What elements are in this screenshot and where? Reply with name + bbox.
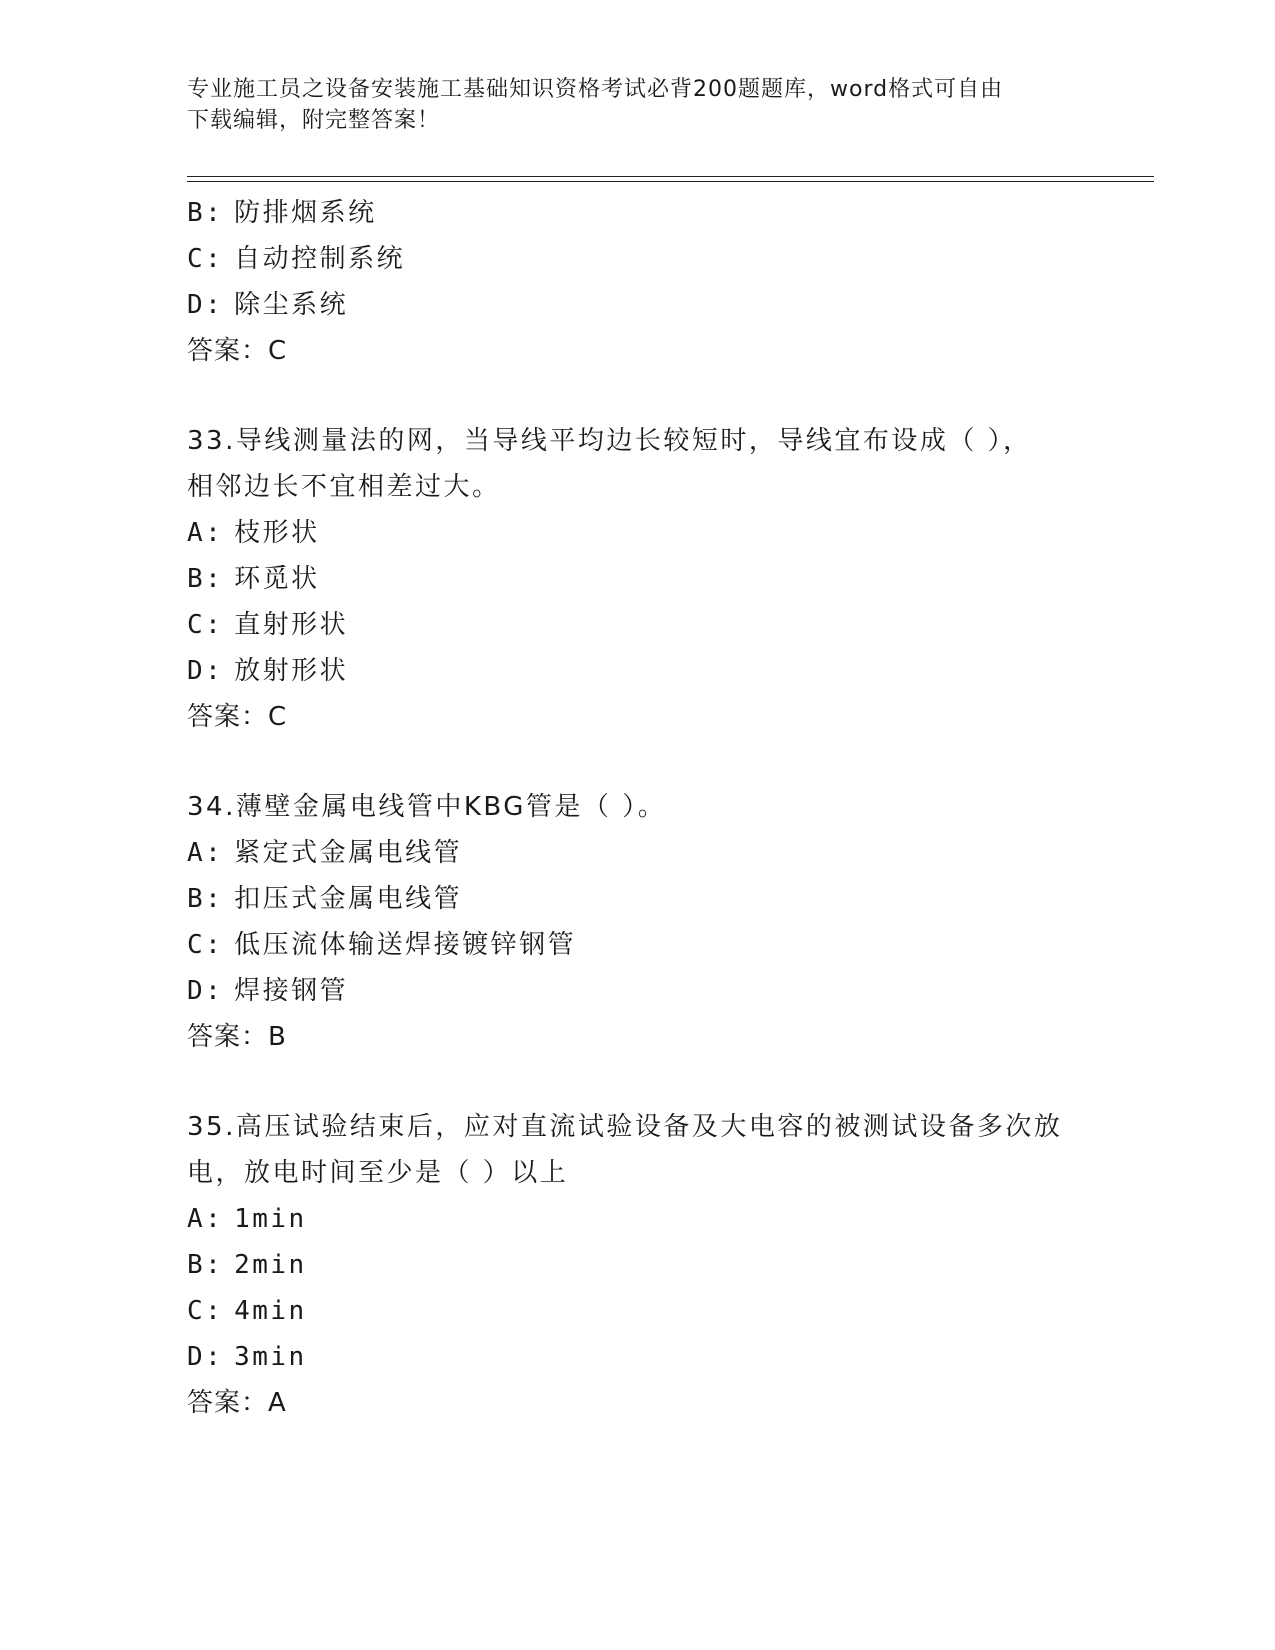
- option-b: [187, 1242, 1107, 1288]
- header-divider-bottom: [187, 181, 1154, 182]
- option-text: 3min: [234, 1342, 307, 1372]
- option-label: C:: [187, 930, 224, 960]
- option-a: [187, 510, 1107, 556]
- option-d: [187, 968, 1107, 1014]
- option-text: 1min: [234, 1204, 307, 1234]
- option-label: A:: [187, 1204, 224, 1234]
- option-label: D:: [187, 976, 224, 1006]
- option-text: 2min: [234, 1250, 307, 1280]
- question-list: [187, 190, 1107, 1426]
- option-label: D:: [187, 1342, 224, 1372]
- option-text: 除尘系统: [234, 290, 349, 320]
- option-label: A:: [187, 518, 224, 548]
- option-text: 扣压式金属电线管: [234, 884, 463, 914]
- question-stem-cont: 相邻边长不宜相差过大。: [187, 472, 501, 502]
- question-stem: 33.导线测量法的网，当导线平均边长较短时，导线宜布设成（ ），: [187, 426, 1032, 456]
- option-c: [187, 602, 1107, 648]
- option-label: C:: [187, 244, 224, 274]
- header-line-2: 下载编辑，附完整答案！: [187, 108, 441, 133]
- option-d: [187, 648, 1107, 694]
- option-label: B:: [187, 564, 224, 594]
- answer: 答案：A: [187, 1388, 287, 1418]
- option-c: [187, 236, 1107, 282]
- option-label: D:: [187, 290, 224, 320]
- option-label: B:: [187, 198, 224, 228]
- option-c: [187, 922, 1107, 968]
- answer: 答案：C: [187, 336, 288, 366]
- question-33: [187, 418, 1107, 740]
- option-label: D:: [187, 656, 224, 686]
- option-label: A:: [187, 838, 224, 868]
- document-header: [187, 74, 1087, 136]
- option-text: 防排烟系统: [234, 198, 377, 228]
- option-b: [187, 190, 1107, 236]
- option-text: 紧定式金属电线管: [234, 838, 463, 868]
- header-line-1: 专业施工员之设备安装施工基础知识资格考试必背200题题库，word格式可自由: [187, 77, 1004, 102]
- option-d: [187, 282, 1107, 328]
- prev-question: [187, 190, 1107, 374]
- header-divider-top: [187, 176, 1154, 177]
- option-text: 自动控制系统: [234, 244, 406, 274]
- option-label: C:: [187, 1296, 224, 1326]
- option-a: [187, 830, 1107, 876]
- question-34: [187, 784, 1107, 1060]
- option-label: B:: [187, 884, 224, 914]
- option-b: [187, 876, 1107, 922]
- question-stem: 34.薄壁金属电线管中KBG管是（ ）。: [187, 792, 667, 822]
- option-text: 焊接钢管: [234, 976, 349, 1006]
- question-stem: 35.高压试验结束后，应对直流试验设备及大电容的被测试设备多次放: [187, 1112, 1063, 1142]
- option-d: [187, 1334, 1107, 1380]
- answer: 答案：B: [187, 1022, 287, 1052]
- option-text: 低压流体输送焊接镀锌钢管: [234, 930, 577, 960]
- option-a: [187, 1196, 1107, 1242]
- option-text: 枝形状: [234, 518, 320, 548]
- option-text: 放射形状: [234, 656, 349, 686]
- option-text: 4min: [234, 1296, 307, 1326]
- question-35: [187, 1104, 1107, 1426]
- option-text: 环觅状: [234, 564, 320, 594]
- option-c: [187, 1288, 1107, 1334]
- answer: 答案：C: [187, 702, 288, 732]
- option-label: B:: [187, 1250, 224, 1280]
- question-stem-cont: 电，放电时间至少是（ ）以上: [187, 1158, 569, 1188]
- option-text: 直射形状: [234, 610, 349, 640]
- option-b: [187, 556, 1107, 602]
- option-label: C:: [187, 610, 224, 640]
